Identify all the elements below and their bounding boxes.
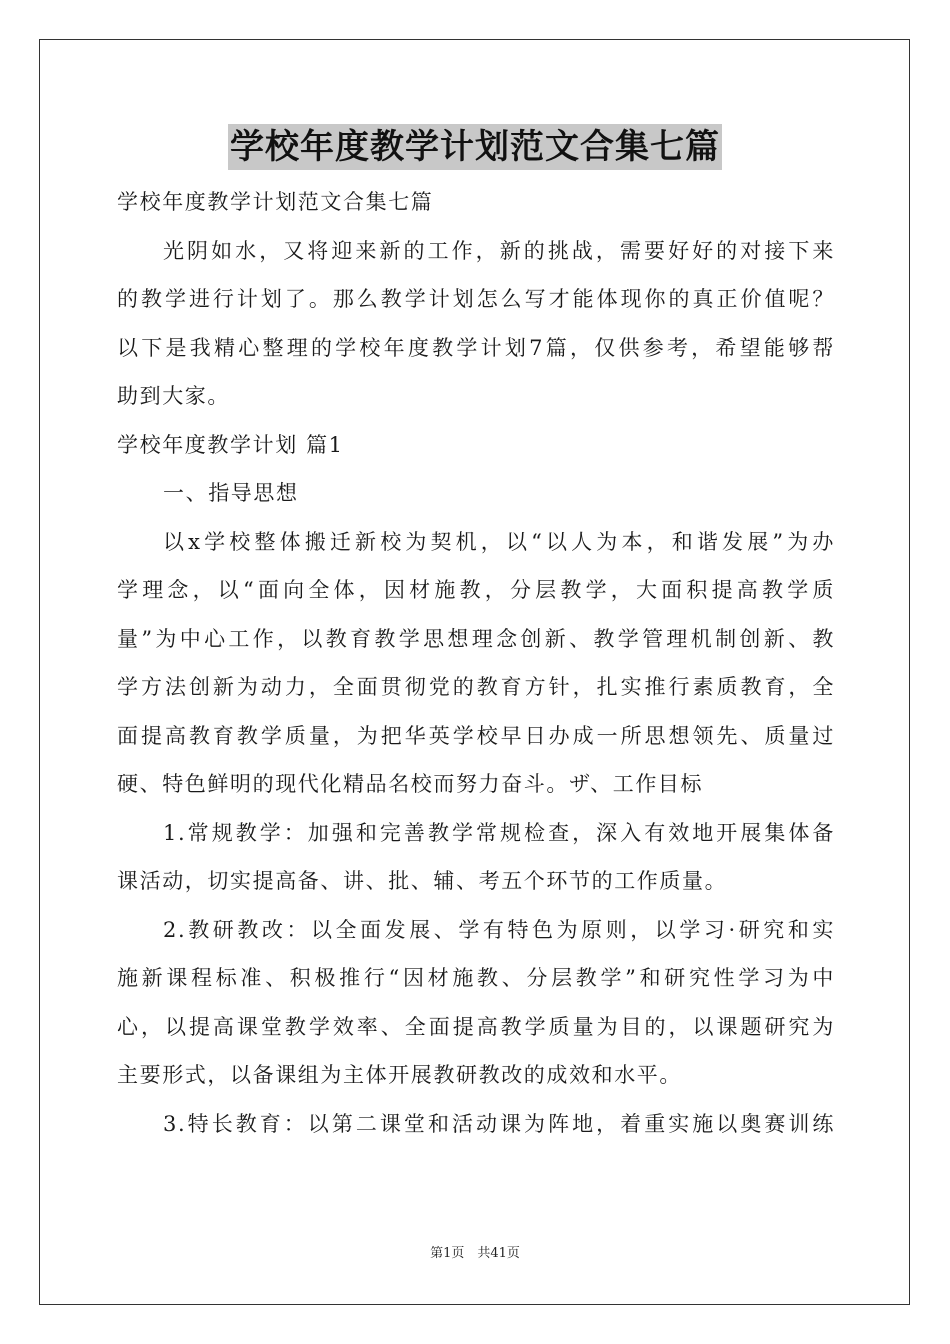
paragraph-line: 面提高教育教学质量，为把华英学校早日办成一所思想领先、质量过 (117, 723, 835, 748)
title-container (0, 124, 950, 170)
paragraph-line: 课活动，切实提高备、讲、批、辅、考五个环节的工作质量。 (117, 869, 728, 893)
paragraph-line: 心，以提高课堂教学效率、全面提高教学质量为目的，以课题研究为 (117, 1014, 835, 1039)
paragraph-line: 2.教研教改：以全面发展、学有特色为原则，以学习·研究和实 (163, 917, 835, 942)
paragraph-line: 主要形式，以备课组为主体开展教研教改的成效和水平。 (117, 1063, 682, 1087)
paragraph-line: 学理念，以“面向全体，因材施教，分层教学，大面积提高教学质 (117, 578, 835, 602)
paragraph-line: 量”为中心工作，以教育教学思想理念创新、教学管理机制创新、教 (117, 626, 835, 651)
section-heading: 学校年度教学计划 篇1 (117, 432, 344, 457)
paragraph-line: 1.常规教学：加强和完善教学常规检查，深入有效地开展集体备 (163, 820, 835, 845)
paragraph-line: 助到大家。 (117, 384, 230, 408)
paragraph-line: 光阴如水，又将迎来新的工作，新的挑战，需要好好的对接下来 (163, 238, 835, 263)
paragraph-line: 以x学校整体搬迁新校为契机，以“以人为本，和谐发展”为办 (163, 529, 835, 554)
paragraph-line: 3.特长教育：以第二课堂和活动课为阵地，着重实施以奥赛训练 (163, 1111, 835, 1136)
paragraph-line: 硬、特色鲜明的现代化精品名校而努力奋斗。ザ、工作目标 (117, 772, 704, 796)
sub-heading: 一、指导思想 (163, 481, 299, 505)
paragraph-line: 学方法创新为动力，全面贯彻党的教育方针，扎实推行素质教育，全 (117, 675, 835, 699)
document-title: 学校年度教学计划范文合集七篇 (228, 124, 722, 170)
page-footer: 第1页 共41页 (430, 1246, 520, 1261)
subtitle-line: 学校年度教学计划范文合集七篇 (117, 190, 434, 214)
paragraph-line: 以下是我精心整理的学校年度教学计划7篇，仅供参考，希望能够帮 (117, 335, 835, 360)
paragraph-line: 施新课程标准、积极推行“因材施教、分层教学”和研究性学习为中 (117, 966, 835, 990)
paragraph-line: 的教学进行计划了。那么教学计划怎么写才能体现你的真正价值呢？ (117, 287, 835, 311)
document-body (117, 178, 835, 1148)
